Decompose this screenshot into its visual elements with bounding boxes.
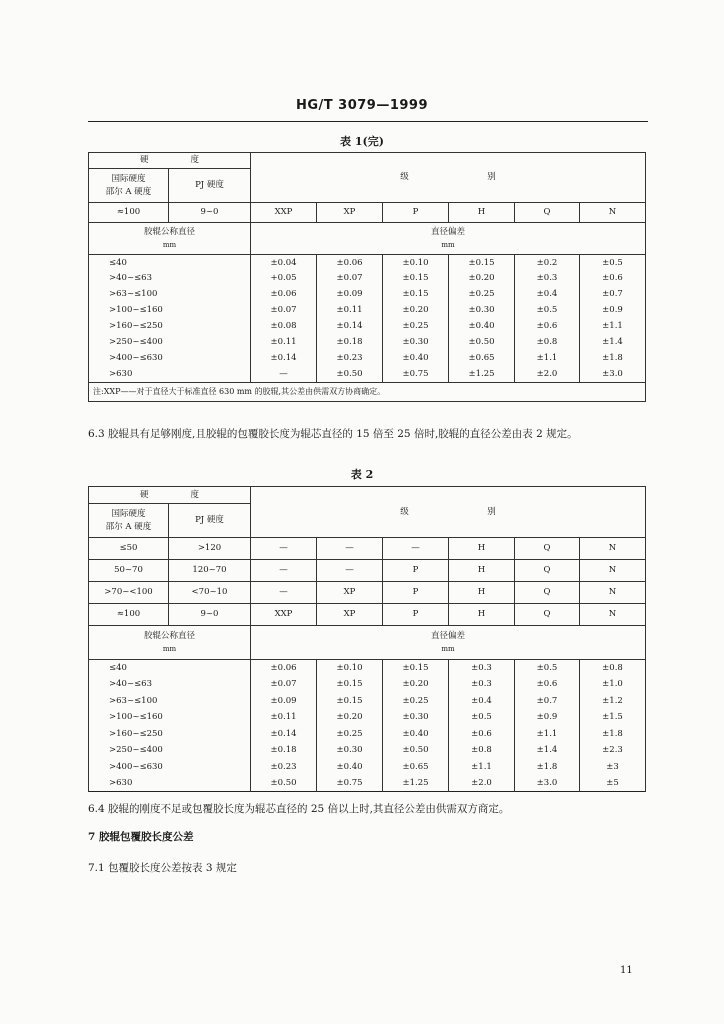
table2-irhd-value: ≤50	[89, 538, 169, 560]
table2-range: >160~≤250	[89, 726, 251, 743]
table2-irhd-value: >70~<100	[89, 582, 169, 604]
table1-value: ±0.08	[251, 319, 317, 335]
table1-value: ±0.50	[317, 367, 383, 383]
table2-value: ±0.40	[383, 726, 449, 743]
table2-value: ±0.07	[251, 676, 317, 693]
table2-value: ±0.40	[317, 759, 383, 776]
table2-row	[89, 660, 646, 677]
table2-value: ±1.25	[383, 775, 449, 792]
table1-irhd-label: 国际硬度 邵尔 A 硬度	[89, 169, 169, 203]
table2-value: ±1.8	[580, 726, 646, 743]
table2-grade: Q	[515, 560, 580, 582]
table2-value: ±0.8	[580, 660, 646, 677]
header-rule	[88, 121, 648, 122]
table2-value: ±2.3	[580, 742, 646, 759]
table2-irhd-value: ≈100	[89, 604, 169, 626]
table1-value: ±0.11	[317, 303, 383, 319]
table2-value: ±0.20	[317, 709, 383, 726]
table2-grade: P	[383, 560, 449, 582]
table1-value: ±0.30	[449, 303, 515, 319]
table1-row	[89, 287, 646, 303]
table2-hardness-row	[89, 560, 646, 582]
table2-grade: Q	[515, 538, 580, 560]
table2-value: ±0.15	[317, 693, 383, 710]
table2-row	[89, 676, 646, 693]
table1-value: ±0.09	[317, 287, 383, 303]
table1-range: >250~≤400	[89, 335, 251, 351]
table1-irhd-value: ≈100	[89, 203, 169, 223]
table1-grade-header: 级 别	[251, 153, 646, 203]
table1-value: ±0.14	[317, 319, 383, 335]
table2-value: ±0.23	[251, 759, 317, 776]
table2-range: >250~≤400	[89, 742, 251, 759]
table1-value: ±1.1	[515, 351, 580, 367]
table2-grade: N	[580, 560, 646, 582]
table1-value: ±0.75	[383, 367, 449, 383]
table1-range: ≤40	[89, 255, 251, 271]
table1-hardness-header: 硬 度	[89, 153, 251, 169]
table2-value: ±1.2	[580, 693, 646, 710]
table2-range: >63~≤100	[89, 693, 251, 710]
table2-row	[89, 709, 646, 726]
table2-value: ±0.3	[449, 660, 515, 677]
table2-grade: —	[251, 582, 317, 604]
table1-value: ±0.2	[515, 255, 580, 271]
table1-grade: H	[449, 203, 515, 223]
table1-value: ±0.65	[449, 351, 515, 367]
table1-grade: P	[383, 203, 449, 223]
table2-value: ±0.15	[383, 660, 449, 677]
table1-range: >630	[89, 367, 251, 383]
table2-grade: H	[449, 604, 515, 626]
table1-value: ±0.14	[251, 351, 317, 367]
table2-value: ±1.5	[580, 709, 646, 726]
page-number: 11	[620, 965, 633, 976]
table1-value: —	[251, 367, 317, 383]
table1-value: ±0.5	[515, 303, 580, 319]
table2-diameter-label: 胶辊公称直径 mm	[89, 626, 251, 660]
table2-grade: —	[317, 560, 383, 582]
table2-value: ±0.7	[515, 693, 580, 710]
table2-grade: H	[449, 538, 515, 560]
table1-grade: Q	[515, 203, 580, 223]
table2-grade: —	[251, 560, 317, 582]
table2-value: ±0.30	[383, 709, 449, 726]
paragraph-6-3: 6.3 胶辊具有足够刚度,且胶辊的包覆胶长度为辊芯直径的 15 倍至 25 倍时,胶辊的直径公差由表 2 规定。	[88, 428, 578, 440]
table1-value: ±0.18	[317, 335, 383, 351]
table2-value: ±0.65	[383, 759, 449, 776]
table1-value: ±0.23	[317, 351, 383, 367]
table2-hardness-header: 硬 度	[89, 487, 251, 504]
table2-range: >100~≤160	[89, 709, 251, 726]
table1-value: ±0.20	[383, 303, 449, 319]
table2-value: ±0.8	[449, 742, 515, 759]
table1-pj-label: PJ 硬度	[169, 169, 251, 203]
table1-caption: 表 1(完)	[340, 135, 384, 148]
table1-value: ±0.06	[251, 287, 317, 303]
table1-value: ±0.20	[449, 271, 515, 287]
table1-value: ±0.40	[449, 319, 515, 335]
table2-value: ±0.25	[317, 726, 383, 743]
table2-grade: H	[449, 560, 515, 582]
table2-irhd-label: 国际硬度 邵尔 A 硬度	[89, 504, 169, 538]
table2-caption: 表 2	[350, 468, 374, 481]
table1-value: ±0.4	[515, 287, 580, 303]
table1-value: +0.05	[251, 271, 317, 287]
table2-value: ±0.11	[251, 709, 317, 726]
table2-value: ±0.5	[449, 709, 515, 726]
table2-deviation-label: 直径偏差 mm	[251, 626, 646, 660]
table1-value: ±0.07	[317, 271, 383, 287]
table2-irhd-value: 50~70	[89, 560, 169, 582]
table2-grade-header: 级 别	[251, 487, 646, 538]
table1-value: ±0.04	[251, 255, 317, 271]
table2-grade: P	[383, 604, 449, 626]
table2-range: >400~≤630	[89, 759, 251, 776]
table2-value: ±3	[580, 759, 646, 776]
table2-value: ±0.09	[251, 693, 317, 710]
table2-value: ±0.9	[515, 709, 580, 726]
table2-pj-label: PJ 硬度	[169, 504, 251, 538]
table2-pj-value: >120	[169, 538, 251, 560]
table2-value: ±2.0	[449, 775, 515, 792]
table2-value: ±0.10	[317, 660, 383, 677]
table1-range: >40~≤63	[89, 271, 251, 287]
table2-value: ±0.30	[317, 742, 383, 759]
table2-hardness-row	[89, 604, 646, 626]
table2-grade: XP	[317, 582, 383, 604]
table1-row	[89, 303, 646, 319]
table2-value: ±0.06	[251, 660, 317, 677]
table2-grade: Q	[515, 582, 580, 604]
table2-value: ±5	[580, 775, 646, 792]
table2-grade: XXP	[251, 604, 317, 626]
table1-value: ±0.6	[580, 271, 646, 287]
table2-row	[89, 759, 646, 776]
table1-value: ±0.15	[383, 271, 449, 287]
table2-value: ±0.3	[449, 676, 515, 693]
table1-value: ±0.7	[580, 287, 646, 303]
table2-grade: XP	[317, 604, 383, 626]
table1-note: 注:XXP——对于直径大于标准直径 630 mm 的胶辊,其公差由供需双方协商确定。	[89, 383, 646, 402]
table1-value: ±0.06	[317, 255, 383, 271]
table1	[88, 152, 646, 402]
table2-value: ±1.1	[515, 726, 580, 743]
paragraph-6-4: 6.4 胶辊的刚度不足或包覆胶长度为辊芯直径的 25 倍以上时,其直径公差由供需双方商定。	[88, 803, 510, 815]
table1-pj-value: 9~0	[169, 203, 251, 223]
table2-grade: —	[251, 538, 317, 560]
table1-value: ±0.40	[383, 351, 449, 367]
table1-value: ±0.07	[251, 303, 317, 319]
table1-range: >63~≤100	[89, 287, 251, 303]
table1-row	[89, 319, 646, 335]
table2-value: ±0.18	[251, 742, 317, 759]
table1-value: ±1.1	[580, 319, 646, 335]
table2-range: >630	[89, 775, 251, 792]
table1-row	[89, 335, 646, 351]
table2-value: ±1.1	[449, 759, 515, 776]
table1-value: ±0.15	[383, 287, 449, 303]
table2-value: ±1.0	[580, 676, 646, 693]
table2-value: ±0.25	[383, 693, 449, 710]
section-7-heading: 7 胶辊包覆胶长度公差	[88, 831, 194, 843]
table2-value: ±0.75	[317, 775, 383, 792]
table1-range: >100~≤160	[89, 303, 251, 319]
table1-row	[89, 351, 646, 367]
table2-row	[89, 726, 646, 743]
table2-value: ±0.6	[449, 726, 515, 743]
table1-value: ±3.0	[580, 367, 646, 383]
table2-grade: P	[383, 582, 449, 604]
table1-range: >160~≤250	[89, 319, 251, 335]
table2-range: >40~≤63	[89, 676, 251, 693]
table1-deviation-label: 直径偏差 mm	[251, 223, 646, 255]
table1-diameter-label: 胶辊公称直径 mm	[89, 223, 251, 255]
table1-grade: XXP	[251, 203, 317, 223]
table1-value: ±0.11	[251, 335, 317, 351]
table2-value: ±0.15	[317, 676, 383, 693]
table1-value: ±0.50	[449, 335, 515, 351]
table2-grade: N	[580, 604, 646, 626]
table1-range: >400~≤630	[89, 351, 251, 367]
table2-hardness-row	[89, 582, 646, 604]
table2-pj-value: 9~0	[169, 604, 251, 626]
table2-grade: H	[449, 582, 515, 604]
table2-row	[89, 693, 646, 710]
table1-value: ±0.25	[383, 319, 449, 335]
table2-grade: —	[317, 538, 383, 560]
table2-value: ±0.20	[383, 676, 449, 693]
table1-value: ±1.8	[580, 351, 646, 367]
table2-value: ±0.50	[251, 775, 317, 792]
table2-range: ≤40	[89, 660, 251, 677]
table1-value: ±0.15	[449, 255, 515, 271]
table2-value: ±1.4	[515, 742, 580, 759]
table1-value: ±0.3	[515, 271, 580, 287]
table2-value: ±0.6	[515, 676, 580, 693]
table2	[88, 486, 646, 792]
table2-value: ±1.8	[515, 759, 580, 776]
table2-grade: —	[383, 538, 449, 560]
table1-value: ±1.25	[449, 367, 515, 383]
table1-value: ±0.8	[515, 335, 580, 351]
table2-pj-value: 120~70	[169, 560, 251, 582]
table2-pj-value: <70~10	[169, 582, 251, 604]
table1-value: ±0.25	[449, 287, 515, 303]
table1-grade: N	[580, 203, 646, 223]
table1-value: ±1.4	[580, 335, 646, 351]
table1-value: ±2.0	[515, 367, 580, 383]
table1-row	[89, 367, 646, 383]
table1-value: ±0.6	[515, 319, 580, 335]
table1-row	[89, 271, 646, 287]
table2-value: ±0.5	[515, 660, 580, 677]
table2-row	[89, 742, 646, 759]
table1-value: ±0.10	[383, 255, 449, 271]
table2-value: ±0.14	[251, 726, 317, 743]
table2-hardness-row	[89, 538, 646, 560]
table2-value: ±0.50	[383, 742, 449, 759]
table2-grade: N	[580, 538, 646, 560]
table1-value: ±0.5	[580, 255, 646, 271]
paragraph-7-1: 7.1 包覆胶长度公差按表 3 规定	[88, 862, 237, 874]
table2-value: ±3.0	[515, 775, 580, 792]
table2-value: ±0.4	[449, 693, 515, 710]
table1-value: ±0.9	[580, 303, 646, 319]
table1-grade: XP	[317, 203, 383, 223]
table2-grade: Q	[515, 604, 580, 626]
standard-header: HG/T 3079—1999	[295, 98, 429, 113]
table2-row	[89, 775, 646, 792]
table1-row	[89, 255, 646, 271]
table1-value: ±0.30	[383, 335, 449, 351]
table2-grade: N	[580, 582, 646, 604]
